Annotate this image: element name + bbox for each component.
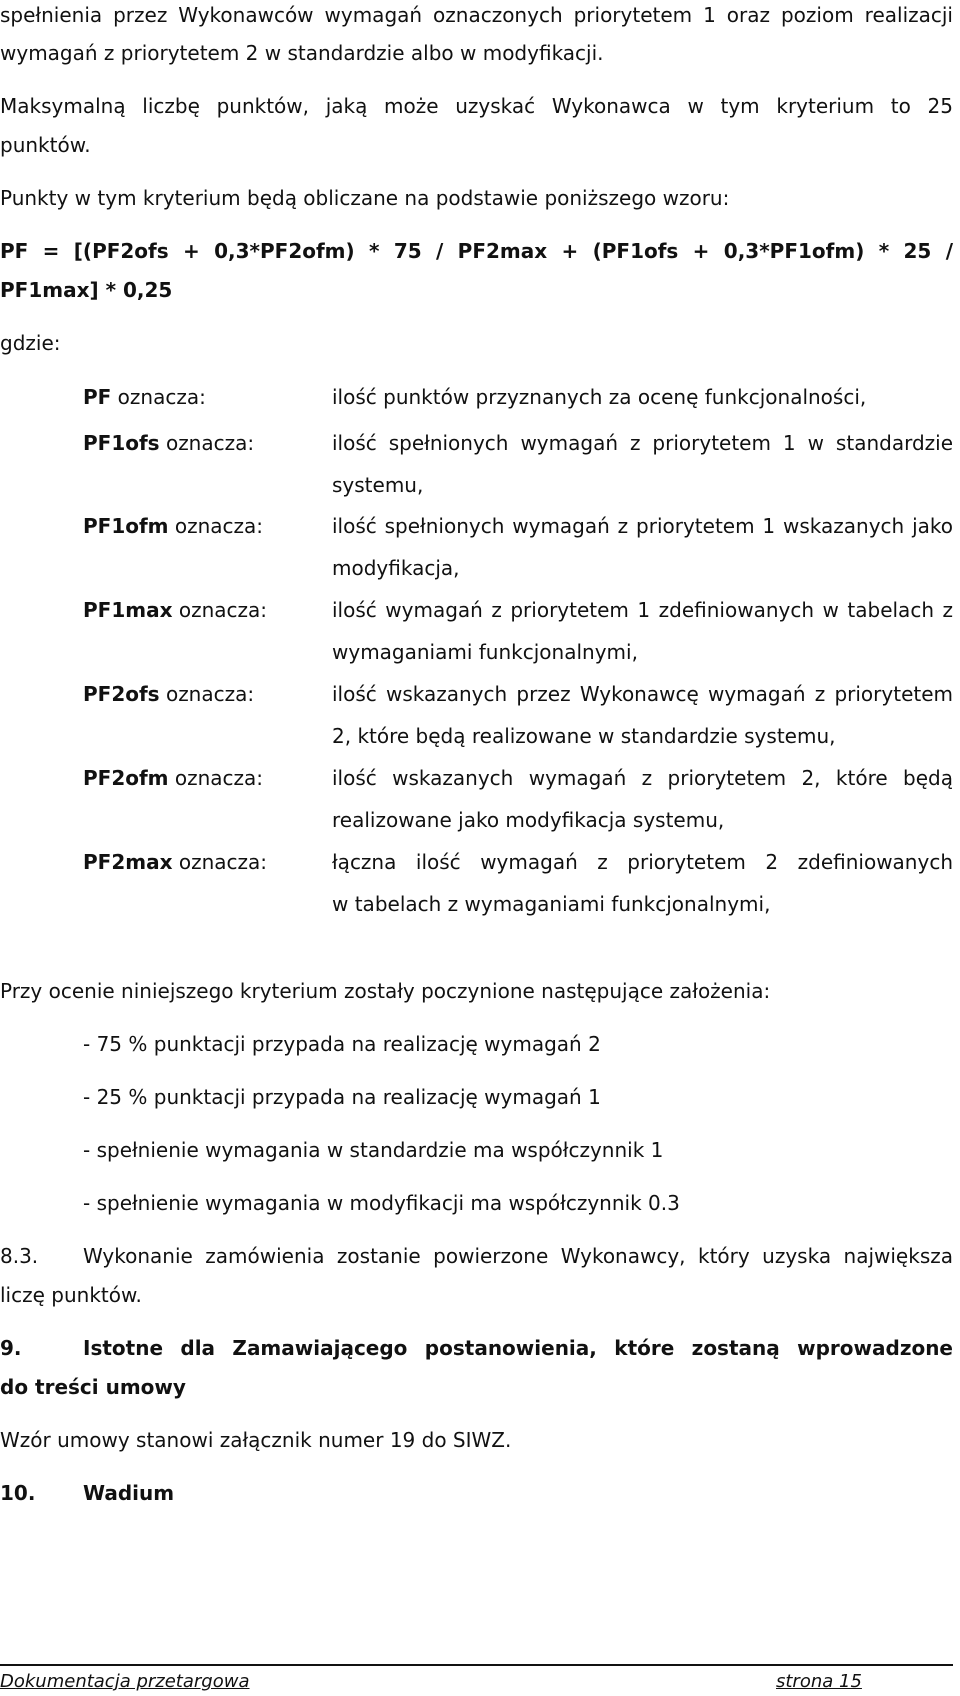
- definition-term: PF2ofm oznacza:: [83, 766, 264, 790]
- section-9-body: Wzór umowy stanowi załącznik numer 19 do SIWZ.: [0, 1428, 512, 1452]
- definition-description: łączna ilość wymagań z priorytetem 2 zdefiniowanych w tabelach z wymaganiami funkcjonalnymi,: [332, 850, 953, 916]
- definition-row: [0, 422, 960, 506]
- section-10-number: 10.: [0, 1481, 36, 1505]
- page-footer: [0, 1664, 960, 1696]
- definition-row: [0, 505, 960, 589]
- assumption-item: - spełnienie wymagania w standardzie ma współczynnik 1: [83, 1138, 664, 1162]
- definition-row: [0, 841, 960, 925]
- definition-term: PF1max oznacza:: [83, 598, 267, 622]
- definition-description: ilość wskazanych przez Wykonawcę wymagań z priorytetem 2, które będą realizowane w standardzie systemu,: [332, 682, 953, 748]
- definition-description: ilość wymagań z priorytetem 1 zdefiniowanych w tabelach z wymaganiami funkcjonalnymi,: [332, 598, 953, 664]
- assumption-item: - 25 % punktacji przypada na realizację wymagań 1: [83, 1085, 601, 1109]
- section-9-title-line-2: do treści umowy: [0, 1375, 186, 1399]
- section-10-title: Wadium: [83, 1481, 175, 1505]
- footer-page-number: strona 15: [776, 1671, 862, 1692]
- max-points-line-1: Maksymalną liczbę punktów, jaką może uzyskać Wykonawca w tym kryterium to 25: [0, 94, 953, 118]
- formula-line-1: PF = [(PF2ofs + 0,3*PF2ofm) * 75 / PF2max + (PF1ofs + 0,3*PF1ofm) * 25 /: [0, 239, 953, 263]
- formula-intro: Punkty w tym kryterium będą obliczane na podstawie poniższego wzoru:: [0, 186, 730, 210]
- section-8-3-line-1: Wykonanie zamówienia zostanie powierzone Wykonawcy, który uzyska największa: [83, 1244, 953, 1268]
- definition-term: PF2ofs oznacza:: [83, 682, 255, 706]
- section-8-3-line-2: liczę punktów.: [0, 1283, 142, 1307]
- definition-description: ilość punktów przyznanych za ocenę funkcjonalności,: [332, 385, 867, 409]
- footer-divider: [0, 1664, 953, 1666]
- gdzie-label: gdzie:: [0, 331, 61, 355]
- section-9-number: 9.: [0, 1336, 22, 1360]
- assumptions-intro: Przy ocenie niniejszego kryterium zostały poczynione następujące założenia:: [0, 979, 771, 1003]
- definition-description: ilość spełnionych wymagań z priorytetem 1 wskazanych jako modyfikacja,: [332, 514, 953, 580]
- definition-description: ilość wskazanych wymagań z priorytetem 2, które będą realizowane jako modyfikacja systemu,: [332, 766, 953, 832]
- definition-row: [0, 589, 960, 673]
- definition-term: PF2max oznacza:: [83, 850, 267, 874]
- intro-line-2: wymagań z priorytetem 2 w standardzie albo w modyfikacji.: [0, 41, 604, 65]
- assumption-item: - 75 % punktacji przypada na realizację wymagań 2: [83, 1032, 601, 1056]
- section-8-3-number: 8.3.: [0, 1244, 39, 1268]
- definition-term: PF oznacza:: [83, 385, 206, 409]
- definition-row: [0, 757, 960, 841]
- assumption-item: - spełnienie wymagania w modyfikacji ma współczynnik 0.3: [83, 1191, 680, 1215]
- definition-term: PF1ofm oznacza:: [83, 514, 264, 538]
- formula-line-2: PF1max] * 0,25: [0, 278, 173, 302]
- intro-line-1: spełnienia przez Wykonawców wymagań oznaczonych priorytetem 1 oraz poziom realizacji: [0, 3, 953, 27]
- max-points-line-2: punktów.: [0, 133, 91, 157]
- definition-row: [0, 673, 960, 757]
- section-9-title-line-1: Istotne dla Zamawiającego postanowienia, które zostaną wprowadzone: [83, 1336, 953, 1360]
- definition-description: ilość spełnionych wymagań z priorytetem 1 w standardzie systemu,: [332, 431, 953, 497]
- definition-term: PF1ofs oznacza:: [83, 431, 255, 455]
- footer-document-title: Dokumentacja przetargowa: [0, 1671, 250, 1692]
